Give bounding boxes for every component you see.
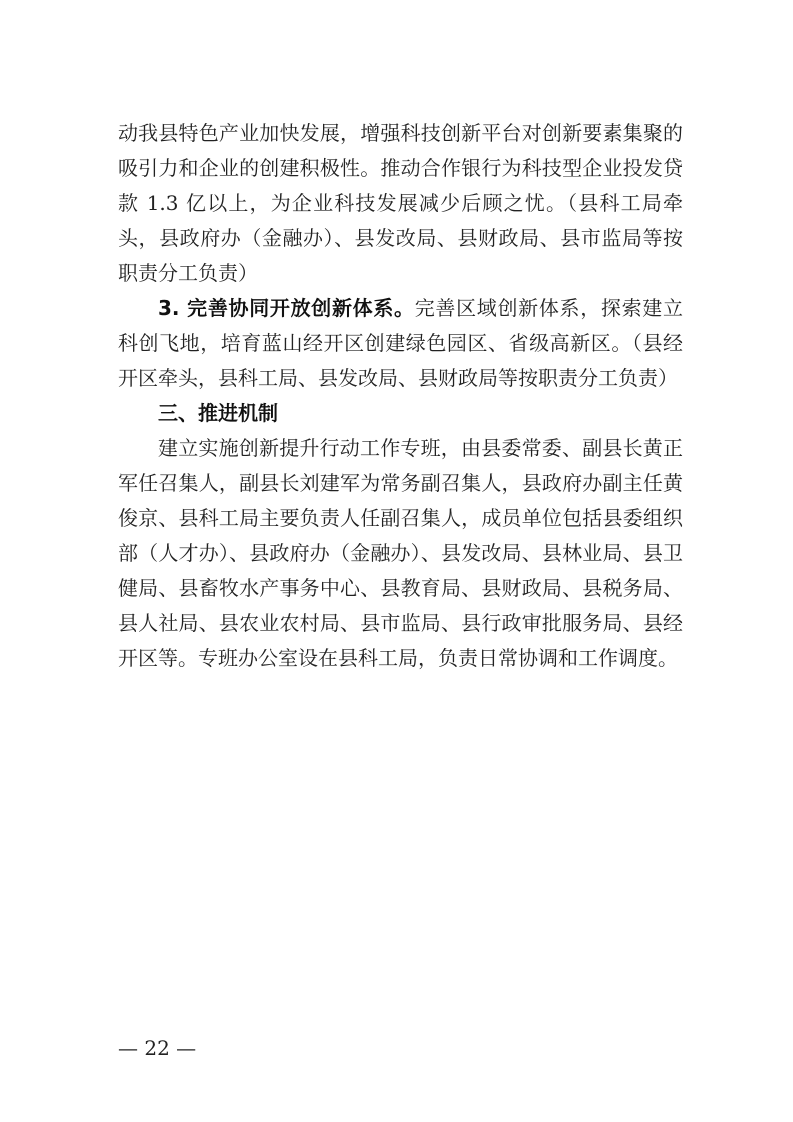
- section-heading-mechanism: 三、推进机制: [158, 401, 278, 425]
- paragraph-mechanism: 建立实施创新提升行动工作专班，由县委常委、副县长黄正军任召集人，副县长刘建军为常务副召集人，县政府办副主任黄俊京、县科工局主要负责人任副召集人，成员单位包括县委组织部（人才办）、县政府办（金融办）、县发改局、县林业局、县卫健局、县畜牧水产事务中心、县教育局、县财政局、县税务局、县人社局、县农业农村局、县市监局、县行政审批服务局、县经开区等。专班办公室设在县科工局，负责日常协调和工作调度。: [118, 436, 683, 670]
- page-number: — 22 —: [118, 1036, 197, 1060]
- paragraph-item-3: [118, 291, 683, 396]
- item-3-text: 完善区域创新体系，探索建立科创飞地，培育蓝山经开区创建绿色园区、省级高新区。（县经开区牵头，县科工局、县发改局、县财政局等按职责分工负责）: [118, 296, 683, 390]
- paragraph-continuation: 动我县特色产业加快发展，增强科技创新平台对创新要素集聚的吸引力和企业的创建积极性。推动合作银行为科技型企业投发贷款 1.3 亿以上，为企业科技发展减少后顾之忧。（县科工局牵头，县政府办（金融办）、县发改局、县财政局、县市监局等按职责分工负责）: [118, 121, 683, 285]
- document-body: [118, 116, 683, 676]
- item-3-lead: 3. 完善协同开放创新体系。: [158, 296, 415, 320]
